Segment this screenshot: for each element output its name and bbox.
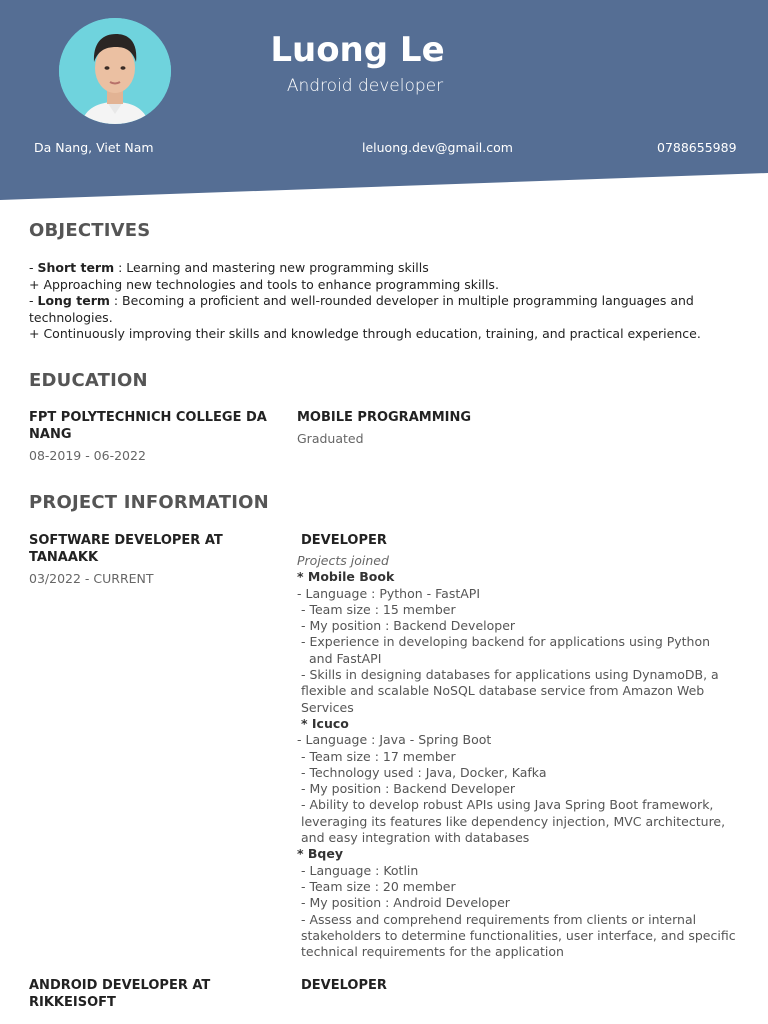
- education-major-block: [297, 409, 717, 447]
- project-detail: - Ability to develop robust APIs using Java Spring Boot framework, leveraging its features like dependency injection, MVC architecture, and easy integration with databases: [301, 797, 726, 846]
- school-name: FPT POLYTECHNICH COLLEGE DA NANG: [29, 410, 267, 442]
- projects-joined-label: Projects joined: [297, 553, 389, 568]
- project-detail: - Team size : 17 member: [301, 748, 456, 764]
- job-company-block: [29, 532, 259, 587]
- candidate-role: Android developer: [286, 76, 444, 96]
- long-term-label: Long term: [37, 293, 110, 308]
- job-company: ANDROID DEVELOPER AT RIKKEISOFT: [29, 978, 211, 1010]
- project-detail: - Skills in designing databases for applications using DynamoDB, a flexible and scalable NoSQL database service from Amazon Web Services: [301, 667, 719, 715]
- projects-heading: PROJECT INFORMATION: [29, 492, 269, 513]
- short-term-plus: + Approaching new technologies and tools to enhance programming skills.: [29, 276, 499, 292]
- major-name: MOBILE PROGRAMMING: [297, 410, 472, 425]
- education-status: Graduated: [297, 431, 364, 446]
- project-detail: - Assess and comprehend requirements from clients or internal stakeholders to determine functionalities, user interface, and specific technical requirements for the application: [301, 911, 736, 960]
- project-detail: - Technology used : Java, Docker, Kafka: [301, 764, 547, 780]
- long-term-line: - Long term : Becoming a proficient and well-rounded developer in multiple programming languages and technologies.: [29, 293, 694, 325]
- school-dates: 08-2019 - 06-2022: [29, 448, 146, 463]
- long-term-plus: + Continuously improving their skills and knowledge through education, training, and practical experience.: [29, 326, 701, 341]
- project-detail: - Team size : 20 member: [301, 878, 456, 894]
- resume-header: [0, 0, 768, 205]
- job-position: DEVELOPER: [301, 533, 387, 548]
- project-list: [297, 553, 737, 960]
- project-detail: - Team size : 15 member: [301, 601, 456, 617]
- short-term-label: Short term: [37, 260, 115, 275]
- person-photo-icon: [59, 18, 171, 124]
- project-detail: - My position : Backend Developer: [301, 618, 516, 634]
- project-detail: - Language : Kotlin: [301, 862, 419, 878]
- short-term-text: : Learning and mastering new programming skills: [114, 260, 429, 275]
- project-detail: - Experience in developing backend for applications using Python and FastAPI: [301, 634, 711, 666]
- location-text: Da Nang, Viet Nam: [34, 140, 154, 155]
- education-school-block: [29, 409, 269, 464]
- project-detail: - Language : Java - Spring Boot: [297, 732, 492, 748]
- profile-photo: [59, 18, 171, 124]
- email-link[interactable]: leluong.dev@gmail.com: [362, 140, 513, 155]
- objectives-heading: OBJECTIVES: [29, 220, 151, 241]
- long-term-text: : Becoming a proficient and well-rounded developer in multiple programming languages and technologies.: [29, 293, 694, 325]
- project-name: * Icuco: [301, 715, 349, 731]
- candidate-name: Luong Le: [270, 30, 445, 70]
- objectives-body: [29, 260, 729, 343]
- project-name: * Bqey: [297, 846, 343, 862]
- job-company: SOFTWARE DEVELOPER AT TANAAKK: [29, 533, 223, 565]
- education-heading: EDUCATION: [29, 370, 148, 391]
- job-position: DEVELOPER: [301, 978, 387, 993]
- project-name: * Mobile Book: [297, 569, 395, 585]
- project-detail: - Language : Python - FastAPI: [297, 585, 481, 601]
- project-detail: - My position : Android Developer: [301, 895, 510, 911]
- project-detail: - My position : Backend Developer: [301, 781, 516, 797]
- short-term-line: - Short term : Learning and mastering new programming skills: [29, 260, 429, 275]
- job-dates: 03/2022 - CURRENT: [29, 571, 154, 586]
- phone-text: 0788655989: [657, 140, 737, 155]
